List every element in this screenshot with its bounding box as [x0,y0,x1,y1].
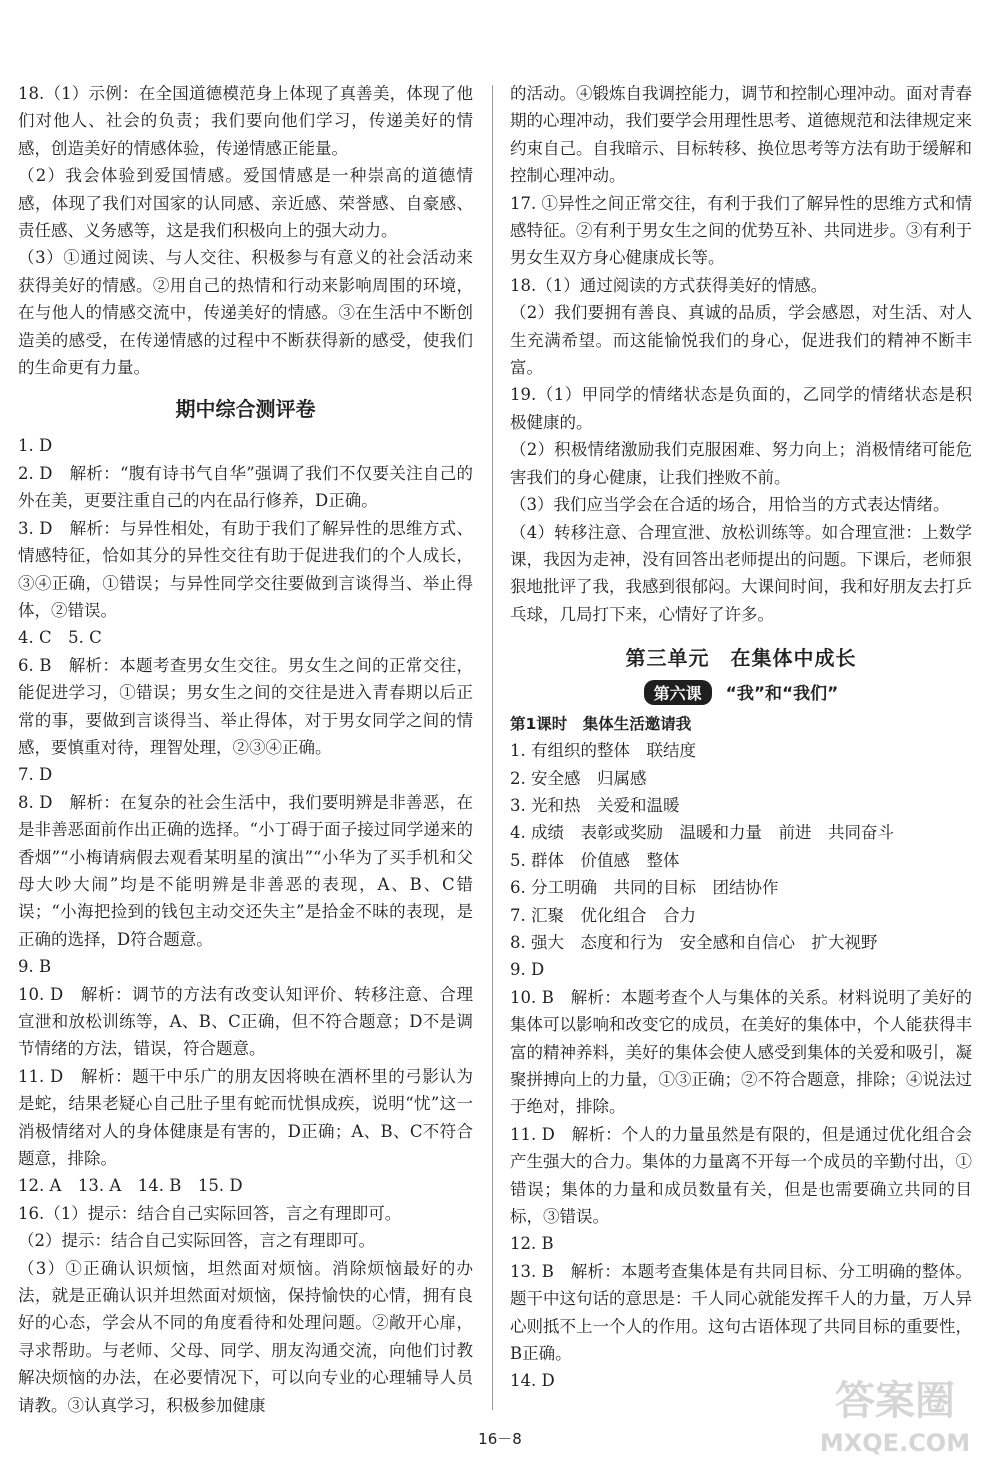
answer-16-part-2: （2）提示：结合自己实际回答，言之有理即可。 [18,1231,375,1251]
answer-item: 10. B 解析：本题考查个人与集体的关系。材料说明了美好的集体可以影响和改变它的成员，在美好的集体中，个人能获得丰富的精神养料，美好的集体会使人感受到集体的关爱和吸引，凝聚拼搏向上的力量，①③正确；②不符合题意，排除；④说法过于绝对，排除。 [510,987,972,1117]
answer-item: 4. C 5. C [18,628,102,648]
lesson-heading [510,679,972,705]
answer-item: 1. D [18,436,53,456]
answer-18-part-1: 18.（1）示例：在全国道德模范身上体现了真善美，体现了他们对他人、社会的负责；我们要向他们学习，传递美好的情感，创造美好的情感体验，传递情感正能量。 [18,84,473,158]
lesson-badge: 第六课 [644,680,712,705]
watermark-logo [800,1366,990,1461]
right-column [510,80,972,1395]
answer-item: 9. B [18,957,52,977]
answer-18-part-1: 18.（1）通过阅读的方式获得美好的情感。 [510,275,828,295]
answer-19-part-1: 19.（1）甲同学的情绪状态是负面的，乙同学的情绪状态是积极健康的。 [510,385,972,432]
answer-item: 2. D 解析：“腹有诗书气自华”强调了我们不仅要关注自己的外在美，更要注重自己的内在品行修养，D正确。 [18,463,473,511]
watermark-url: MXQE.COM [819,1429,971,1457]
answer-item: 13. B 解析：本题考查集体是有共同目标、分工明确的整体。题干中这句话的意思是：千人同心就能发挥千人的力量，万人异心则抵不上一个人的作用。这句古语体现了共同目标的重要性，B正确。 [510,1261,972,1364]
answer-item: 1. 有组织的整体 联结度 [510,741,696,761]
answer-item: 5. 群体 价值感 整体 [510,850,680,870]
answer-item: 3. 光和热 关爱和温暖 [510,795,680,815]
answer-18-part-2: （2）我会体验到爱国情感。爱国情感是一种崇高的道德情感，体现了我们对国家的认同感、亲近感、荣誉感、自豪感、责任感、义务感等，这是我们积极向上的强大动力。 [18,166,473,241]
answer-16-continued: 的活动。④锻炼自我调控能力，调节和控制心理冲动。面对青春期的心理冲动，我们要学会用理性思考、道德规范和法律规定来约束自己。自我暗示、目标转移、换位思考等方法有助于缓解和控制心理冲动。 [510,84,972,186]
answer-19-part-2: （2）积极情绪激励我们克服困难、努力向上；消极情绪可能危害我们的身心健康，让我们挫败不前。 [510,440,972,487]
answer-item: 8. 强大 态度和行为 安全感和自信心 扩大视野 [510,932,878,952]
answer-item: 11. D 解析：个人的力量虽然是有限的，但是通过优化组合会产生强大的合力。集体的力量离不开每一个成员的辛勤付出，①错误；集体的力量和成员数量有关，但是也需要确立共同的目标，③错误。 [510,1124,972,1227]
answer-item: 11. D 解析：题干中乐广的朋友因将映在酒杯里的弓影认为是蛇，结果老疑心自己肚子里有蛇而忧惧成疾，说明“忧”这一消极情绪对人的身体健康是有害的，D正确；A、B、C不符合题意，排除。 [18,1066,473,1169]
answer-18-part-3: （3）①通过阅读、与人交往、积极参与有意义的社会活动来获得美好的情感。②用自己的热情和行动来影响周围的环境，在与他人的情感交流中，传递美好的情感。③在生活中不断创造美的感受，在传递情感的过程中不断获得新的感受，使我们的生命更有力量。 [18,248,473,378]
watermark-text: 答案圈 [835,1378,955,1424]
answer-item: 4. 成绩 表彰或奖励 温暖和力量 前进 共同奋斗 [510,823,894,843]
answer-item: 9. D [510,960,545,980]
answer-17: 17. ①异性之间正常交往，有利于我们了解异性的思维方式和情感特征。②有利于男女生之间的优势互补、共同进步。③有利于男女生双方身心健康成长等。 [510,193,972,268]
answer-item: 12. B [510,1234,554,1254]
answer-item: 3. D 解析：与异性相处，有助于我们了解异性的思维方式、情感特征，恰如其分的异性交往有助于促进我们的个人成长，③④正确，①错误；与异性同学交往要做到言谈得当、举止得体，②错误。 [18,518,473,620]
answer-item: 8. D 解析：在复杂的社会生活中，我们要明辨是非善恶，在是非善恶面前作出正确的选择。“小丁碍于面子接过同学递来的香烟”“小梅请病假去观看某明星的演出”“小华为了买手机和父母大吵大闹”均是不能明辨是非善恶的表现，A、B、C错误；“小海把捡到的钱包主动交还失主”是拾金不昧的表现，是正确的选择，D符合题意。 [18,792,473,949]
answer-item: 7. 汇聚 优化组合 合力 [510,905,696,925]
answer-item: 12. A 13. A 14. B 15. D [18,1176,243,1196]
period-title: 第1课时 集体生活邀请我 [510,715,692,734]
unit-title: 第三单元 在集体中成长 [625,646,857,671]
lesson-name: “我”和“我们” [725,684,839,705]
answer-19-part-3: （3）我们应当学会在合适的场合，用恰当的方式表达情绪。 [510,495,950,515]
page-number: 16－8 [478,1430,522,1448]
left-column [18,80,473,1419]
answer-item: 6. B 解析：本题考查男女生交往。男女生之间的正常交往，能促进学习，①错误；男女生之间的交往是进入青春期以后正常的事，要做到言谈得当、举止得体，对于男女同学之间的情感，要慎重对待，理智处理，②③④正确。 [18,655,473,757]
answer-16-part-1: 16.（1）提示：结合自己实际回答，言之有理即可。 [18,1203,402,1223]
answer-19-part-4: （4）转移注意、合理宣泄、放松训练等。如合理宣泄：上数学课，我因为走神，没有回答出老师提出的问题。下课后，老师狠狠地批评了我，我感到很郁闷。大课间时间，我和好朋友去打乒乓球，几局打下来，心情好了许多。 [510,522,972,624]
answer-18-part-2: （2）我们要拥有善良、真诚的品质，学会感恩，对生活、对人生充满希望。而这能愉悦我们的身心，促进我们的精神不断丰富。 [510,303,972,378]
answer-16-part-3: （3）①正确认识烦恼，坦然面对烦恼。消除烦恼最好的办法，就是正确认识并坦然面对烦恼，保持愉快的心情，拥有良好的心态，学会从不同的角度看待和处理问题。②敞开心扉，寻求帮助。与老师、父母、同学、朋友沟通交流，向他们讨教解决烦恼的办法，在必要情况下，可以向专业的心理辅导人员请教。③认真学习，积极参加健康 [18,1258,473,1415]
answer-item: 2. 安全感 归属感 [510,768,647,788]
section-title-midterm: 期中综合测评卷 [175,397,316,422]
answer-item: 6. 分工明确 共同的目标 团结协作 [510,878,779,898]
answer-item: 7. D [18,765,53,785]
answer-item: 10. D 解析：调节的方法有改变认知评价、转移注意、合理宣泄和放松训练等，A、B、C正确，但不符合题意；D不是调节情绪的方法，错误，符合题意。 [18,984,473,1059]
column-divider [492,85,493,1410]
answer-item: 14. D [510,1371,555,1391]
